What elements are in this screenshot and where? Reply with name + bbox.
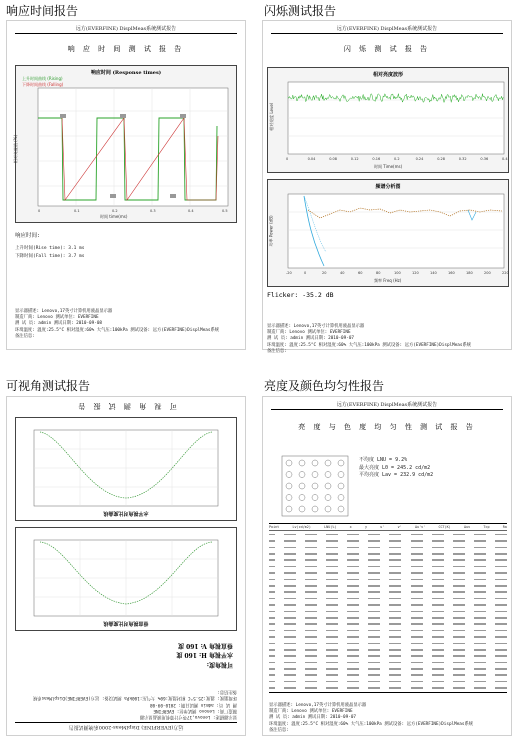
x-tick-label: -20: [286, 271, 292, 275]
measurement-point: [286, 506, 292, 512]
table-header-cell: v': [397, 525, 402, 529]
x-tick-label: 0.04: [307, 157, 316, 161]
measurement-point: [312, 495, 318, 501]
measurement-point: [338, 495, 344, 501]
viewing-angle-report-heading: 可视角测试报告: [6, 379, 91, 393]
svg-text:0.4: 0.4: [188, 209, 194, 213]
uniformity-report-sheet: [262, 396, 512, 736]
table-header-cell: Δuv: [463, 525, 471, 529]
measurement-point: [286, 460, 292, 466]
flicker-value: Flicker: -35.2 dB: [267, 291, 334, 299]
uniformity-table: [269, 523, 507, 693]
x-tick-label: 0.24: [415, 157, 424, 161]
x-tick-label: 80: [376, 271, 381, 275]
document-title: 闪 烁 测 试 报 告: [343, 45, 431, 53]
report-footer: 显示器描述: Lenovo,17英寸计算机用液晶显示器 制造厂商: Lenovo 测试单位: EVERFINE 测 试 员: admin 测试日期: 2010-09-08 环境温度: 温度:25.5°C 相对湿度:60% 大气压:100kPa 测试设备: 远方(EVERFINE)DisplMeas系统 备注信息:: [15, 309, 220, 339]
x-tick-label: 0.36: [480, 157, 489, 161]
flicker-spectrum-plot: [267, 179, 509, 287]
y-axis-label: 相对亮度 Level: [268, 103, 274, 131]
table-header-cell: x: [349, 525, 352, 529]
table-header-cell: Point: [269, 525, 280, 529]
measurement-point: [325, 495, 331, 501]
measurement-point: [325, 460, 331, 466]
table-header-cell: LNU(%): [324, 525, 337, 529]
x-tick-label: 0.12: [350, 157, 359, 161]
table-header-cell: y: [364, 525, 367, 529]
plot-title: 垂直视角对比度曲线: [103, 620, 149, 626]
measurement-point: [299, 472, 305, 478]
measurement-point: [312, 472, 318, 478]
measurement-point: [338, 460, 344, 466]
y-axis-label: 相对亮度值 (%): [13, 134, 19, 164]
response-report-sheet: [6, 20, 246, 350]
rise-time: 上升时间(Rise time): 3.1 ms: [15, 246, 85, 251]
report-header: 远方(EVERFINE) DisplMeas系统测试报告: [336, 26, 438, 32]
uniformity-stats: 不均度 LNU = 9.2% 最大亮度 L0 = 245.2 cd/m2 平均亮度 Lav = 232.9 cd/m2: [359, 457, 434, 478]
uniformity-report-heading: 亮度及颜色均匀性报告: [264, 379, 385, 393]
legend-rise: 上升时间曲线 (Rising): [22, 76, 63, 81]
measurement-point: [338, 483, 344, 489]
measurement-point: [325, 483, 331, 489]
plot-title: 频谱分析图: [375, 184, 401, 190]
report-header: 远方(EVERFINE) DisplMeas-2000系统测试报告: [68, 724, 184, 730]
measurement-point: [286, 495, 292, 501]
measurement-point: [299, 506, 305, 512]
measurement-point: [299, 483, 305, 489]
measurement-point: [312, 460, 318, 466]
x-axis-label: 频率 Freq (Hz): [374, 278, 402, 283]
x-tick-label: 0.4: [502, 157, 508, 161]
x-tick-label: 160: [448, 271, 455, 275]
x-tick-label: 40: [340, 271, 345, 275]
measurement-point: [338, 472, 344, 478]
table-body: [269, 532, 507, 692]
table-row: [269, 685, 507, 691]
x-tick-label: 200: [484, 271, 491, 275]
plot-title: 响应时间 (Response times): [90, 70, 162, 76]
svg-text:0.3: 0.3: [150, 209, 156, 213]
table-header-cell: Lv(cd/m2): [292, 525, 311, 529]
x-tick-label: 60: [358, 271, 363, 275]
report-header: 远方(EVERFINE) DisplMeas系统测试报告: [336, 402, 438, 408]
svg-text:0: 0: [38, 209, 41, 213]
document-title: 可 视 角 测 试 报 告: [75, 402, 177, 410]
report-footer: 显示器描述: Lenovo,17英寸计算机用液晶显示器 制造厂商: Lenovo 测试单位: EVERFINE 测 试 员: admin 测试日期: 2010-09-07 环境温度: 温度:25.5°C 相对湿度:60% 大气压:100kPa 测试设备: 远方(EVERFINE)DisplMeas系统 备注信息:: [267, 324, 472, 354]
vertical-angle-plot: [15, 527, 237, 631]
x-tick-label: 0.28: [437, 157, 445, 161]
measurement-point: [286, 483, 292, 489]
svg-text:0.1: 0.1: [74, 209, 80, 213]
x-tick-label: 0: [304, 271, 307, 275]
flicker-waveform: [268, 68, 510, 174]
x-tick-label: 120: [412, 271, 419, 275]
vertical-angle-curve: [14, 526, 236, 630]
measurement-point-grid: [281, 455, 349, 517]
response-plot: [15, 65, 237, 223]
measurement-point: [299, 495, 305, 501]
measurement-point: [325, 506, 331, 512]
fall-time: 下降时间(Fall time): 3.7 ms: [15, 254, 85, 259]
x-tick-label: 0.08: [329, 157, 337, 161]
document-title: 响 应 时 间 测 试 报 告: [67, 45, 185, 53]
report-footer: 显示器描述: Lenovo,17英寸计算机用液晶显示器 制造厂商: Lenovo 测试单位: EVERFINE 测 试 员: admin 测试日期: 2010-09-07 环境温度: 温度:25.5°C 相对湿度:60% 大气压:100kPa 测试设备: 远方(EVERFINE)DisplMeas系统 备注信息:: [269, 703, 474, 733]
document-title: 亮 度 与 色 度 均 匀 性 测 试 报 告: [298, 423, 476, 431]
x-tick-label: 0.16: [372, 157, 381, 161]
measurement-point: [286, 472, 292, 478]
x-tick-label: 0: [286, 157, 289, 161]
measurement-point: [299, 460, 305, 466]
svg-text:0.2: 0.2: [112, 209, 118, 213]
flicker-spectrum: [268, 180, 510, 288]
x-tick-label: 100: [394, 271, 401, 275]
table-header-cell: CCT(K): [438, 525, 451, 529]
x-tick-label: 0.32: [458, 157, 467, 161]
report-header: 远方(EVERFINE) DisplMeas系统测试报告: [75, 26, 177, 32]
flicker-report-heading: 闪烁测试报告: [264, 4, 337, 18]
flicker-report-sheet: [262, 20, 512, 354]
measurement-point: [325, 472, 331, 478]
report-footer: 显示器描述: Lenovo,17英寸计算机用液晶显示器 制造厂商: Lenovo 测试单位: EVERFINE 测 试 员: admin 测试日期: 2010-09-08 环境温度: 温度:25.5°C 相对湿度:60% 大气压:100kPa 测试设备: 远方(EVERFINE)DisplMeas系统 备注信息:: [32, 689, 237, 719]
horizontal-angle-plot: [15, 417, 237, 521]
horizontal-angle-curve: [14, 416, 236, 520]
x-tick-label: 140: [430, 271, 437, 275]
response-waveform: [16, 66, 238, 224]
table-header-cell: Tcp: [483, 525, 490, 529]
measurement-point: [338, 506, 344, 512]
x-tick-label: 20: [322, 271, 327, 275]
svg-text:0.5: 0.5: [222, 209, 228, 213]
table-header-cell: Ra: [502, 525, 507, 529]
x-axis-label: 时间 time(ms): [100, 214, 128, 219]
table-header-cell: u': [380, 525, 385, 529]
measurement-point: [312, 506, 318, 512]
table-header-cell: Δu'v': [414, 525, 426, 529]
viewing-angle-report-sheet: [6, 396, 246, 736]
x-axis-label: 时间 Time(ms): [374, 164, 403, 169]
plot-title: 水平视角对比度曲线: [103, 510, 149, 516]
plot-title: 相对亮度波形: [372, 72, 403, 78]
y-axis-label: 功率 Power (dB): [268, 215, 274, 247]
flicker-waveform-plot: [267, 67, 509, 173]
measurement-point: [312, 483, 318, 489]
x-tick-label: 180: [466, 271, 473, 275]
legend-fall: 下降时间曲线 (Falling): [22, 82, 64, 87]
x-tick-label: 220: [502, 271, 509, 275]
response-section-label: 响应时间:: [15, 233, 41, 239]
viewing-angle-results: 可视角度: 水平视角 H: 160 度 垂直视角 V: 160 度: [176, 641, 233, 668]
x-tick-label: 0.2: [394, 157, 400, 161]
table-header: [269, 525, 507, 529]
response-report-heading: 响应时间报告: [6, 4, 79, 18]
